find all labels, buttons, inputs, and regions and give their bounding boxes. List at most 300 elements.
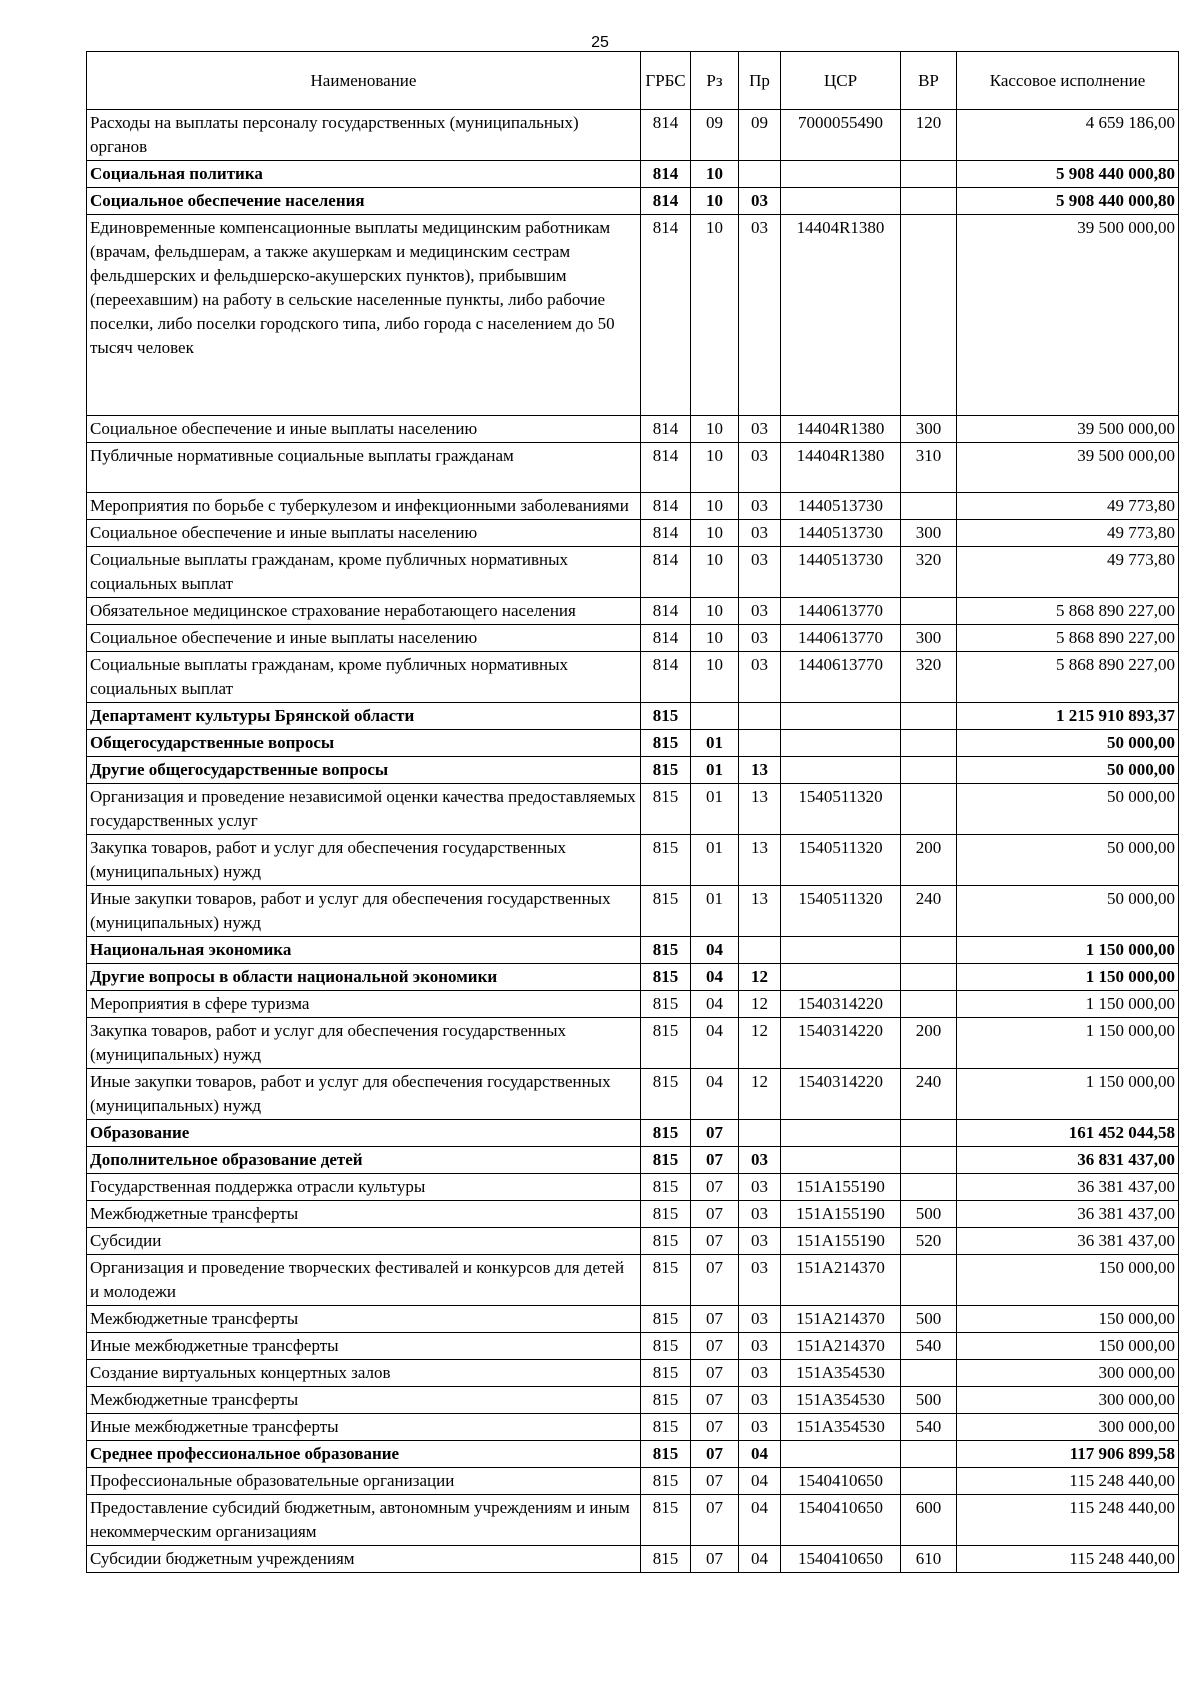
cell-csr: 151A214370 <box>781 1255 901 1306</box>
cell-rz: 04 <box>691 1069 739 1120</box>
cell-pr: 03 <box>739 416 781 443</box>
cell-rz: 01 <box>691 730 739 757</box>
cell-grbs: 814 <box>641 520 691 547</box>
cell-rz: 10 <box>691 493 739 520</box>
cell-name: Дополнительное образование детей <box>87 1147 641 1174</box>
cell-pr: 04 <box>739 1546 781 1573</box>
cell-name: Социальное обеспечение и иные выплаты населению <box>87 625 641 652</box>
cell-vr <box>901 1147 957 1174</box>
table-row <box>87 1546 1179 1573</box>
cell-csr <box>781 161 901 188</box>
cell-amount: 1 150 000,00 <box>957 1018 1179 1069</box>
cell-rz: 10 <box>691 625 739 652</box>
cell-grbs: 815 <box>641 1174 691 1201</box>
cell-amount: 36 381 437,00 <box>957 1201 1179 1228</box>
cell-name: Субсидии <box>87 1228 641 1255</box>
cell-name: Единовременные компенсационные выплаты медицинским работникам (врачам, фельдшерам, а также акушеркам и медицинским сестрам фельдшерских и фельдшерско-акушерских пунктов), прибывшим (переехавшим) на работу в сельские населенные пункты, либо рабочие поселки, либо поселки городского типа, либо города с населением до 50 тысяч человек <box>87 215 641 416</box>
table-row <box>87 1468 1179 1495</box>
cell-name: Мероприятия по борьбе с туберкулезом и инфекционными заболеваниями <box>87 493 641 520</box>
table-row <box>87 1174 1179 1201</box>
cell-pr: 13 <box>739 757 781 784</box>
cell-pr: 13 <box>739 886 781 937</box>
table-row <box>87 443 1179 493</box>
cell-csr <box>781 964 901 991</box>
cell-amount: 39 500 000,00 <box>957 215 1179 416</box>
cell-vr <box>901 215 957 416</box>
cell-amount: 1 150 000,00 <box>957 964 1179 991</box>
cell-csr: 1540314220 <box>781 991 901 1018</box>
cell-rz: 10 <box>691 215 739 416</box>
cell-grbs: 814 <box>641 625 691 652</box>
cell-amount: 1 150 000,00 <box>957 937 1179 964</box>
cell-name: Расходы на выплаты персоналу государственных (муниципальных) органов <box>87 110 641 161</box>
table-row <box>87 1201 1179 1228</box>
cell-amount: 1 150 000,00 <box>957 1069 1179 1120</box>
cell-amount: 1 150 000,00 <box>957 991 1179 1018</box>
cell-rz: 10 <box>691 161 739 188</box>
cell-vr: 300 <box>901 625 957 652</box>
cell-amount: 161 452 044,58 <box>957 1120 1179 1147</box>
cell-csr: 151A354530 <box>781 1414 901 1441</box>
cell-amount: 50 000,00 <box>957 730 1179 757</box>
header-name: Наименование <box>87 52 641 110</box>
cell-rz: 07 <box>691 1120 739 1147</box>
cell-pr: 03 <box>739 1255 781 1306</box>
cell-amount: 1 215 910 893,37 <box>957 703 1179 730</box>
cell-amount: 5 868 890 227,00 <box>957 625 1179 652</box>
cell-rz: 07 <box>691 1255 739 1306</box>
cell-csr: 151A155190 <box>781 1174 901 1201</box>
cell-pr: 03 <box>739 1201 781 1228</box>
cell-csr: 151A214370 <box>781 1306 901 1333</box>
cell-grbs: 814 <box>641 652 691 703</box>
table-row <box>87 964 1179 991</box>
table-row <box>87 1069 1179 1120</box>
cell-vr: 310 <box>901 443 957 493</box>
cell-csr: 1540410650 <box>781 1495 901 1546</box>
cell-pr: 13 <box>739 835 781 886</box>
cell-amount: 117 906 899,58 <box>957 1441 1179 1468</box>
cell-amount: 115 248 440,00 <box>957 1546 1179 1573</box>
cell-pr: 03 <box>739 188 781 215</box>
table-row <box>87 520 1179 547</box>
cell-pr <box>739 1120 781 1147</box>
cell-amount: 49 773,80 <box>957 493 1179 520</box>
cell-grbs: 815 <box>641 991 691 1018</box>
table-row <box>87 652 1179 703</box>
table-row <box>87 1495 1179 1546</box>
cell-name: Иные закупки товаров, работ и услуг для обеспечения государственных (муниципальных) нужд <box>87 1069 641 1120</box>
cell-rz: 07 <box>691 1333 739 1360</box>
cell-amount: 150 000,00 <box>957 1255 1179 1306</box>
cell-name: Межбюджетные трансферты <box>87 1306 641 1333</box>
cell-pr: 12 <box>739 1018 781 1069</box>
cell-pr: 03 <box>739 1147 781 1174</box>
table-row <box>87 1120 1179 1147</box>
cell-csr <box>781 730 901 757</box>
cell-csr: 1540410650 <box>781 1468 901 1495</box>
cell-grbs: 814 <box>641 110 691 161</box>
cell-amount: 36 381 437,00 <box>957 1174 1179 1201</box>
header-amount: Кассовое исполнение <box>957 52 1179 110</box>
cell-name: Образование <box>87 1120 641 1147</box>
cell-grbs: 815 <box>641 1255 691 1306</box>
cell-csr: 1440513730 <box>781 493 901 520</box>
cell-rz: 01 <box>691 784 739 835</box>
table-row <box>87 1333 1179 1360</box>
table-row <box>87 730 1179 757</box>
cell-csr: 1540314220 <box>781 1018 901 1069</box>
cell-name: Национальная экономика <box>87 937 641 964</box>
cell-pr: 04 <box>739 1441 781 1468</box>
cell-amount: 300 000,00 <box>957 1414 1179 1441</box>
cell-name: Социальная политика <box>87 161 641 188</box>
cell-rz: 01 <box>691 835 739 886</box>
cell-amount: 50 000,00 <box>957 886 1179 937</box>
cell-amount: 39 500 000,00 <box>957 443 1179 493</box>
cell-pr: 04 <box>739 1468 781 1495</box>
cell-grbs: 815 <box>641 1387 691 1414</box>
cell-grbs: 815 <box>641 1360 691 1387</box>
cell-rz: 07 <box>691 1387 739 1414</box>
cell-rz: 07 <box>691 1174 739 1201</box>
cell-rz: 04 <box>691 1018 739 1069</box>
cell-pr: 03 <box>739 493 781 520</box>
cell-rz: 07 <box>691 1495 739 1546</box>
cell-vr <box>901 757 957 784</box>
table-header-row <box>87 52 1179 110</box>
cell-pr: 04 <box>739 1495 781 1546</box>
cell-vr: 300 <box>901 416 957 443</box>
cell-vr: 610 <box>901 1546 957 1573</box>
cell-grbs: 814 <box>641 598 691 625</box>
cell-pr: 03 <box>739 520 781 547</box>
cell-csr: 1440613770 <box>781 598 901 625</box>
cell-name: Иные закупки товаров, работ и услуг для обеспечения государственных (муниципальных) нужд <box>87 886 641 937</box>
cell-rz <box>691 703 739 730</box>
cell-vr: 300 <box>901 520 957 547</box>
cell-vr <box>901 703 957 730</box>
cell-csr <box>781 1120 901 1147</box>
cell-rz: 10 <box>691 416 739 443</box>
table-row <box>87 1360 1179 1387</box>
cell-csr <box>781 1147 901 1174</box>
cell-pr: 13 <box>739 784 781 835</box>
cell-vr: 240 <box>901 1069 957 1120</box>
cell-pr <box>739 730 781 757</box>
cell-grbs: 814 <box>641 443 691 493</box>
cell-grbs: 815 <box>641 835 691 886</box>
cell-grbs: 815 <box>641 1069 691 1120</box>
cell-csr: 1540314220 <box>781 1069 901 1120</box>
cell-vr: 500 <box>901 1201 957 1228</box>
cell-rz: 07 <box>691 1201 739 1228</box>
cell-vr <box>901 598 957 625</box>
cell-amount: 50 000,00 <box>957 835 1179 886</box>
cell-vr <box>901 161 957 188</box>
cell-vr: 200 <box>901 835 957 886</box>
cell-vr: 540 <box>901 1333 957 1360</box>
cell-name: Департамент культуры Брянской области <box>87 703 641 730</box>
cell-pr <box>739 703 781 730</box>
table-row <box>87 937 1179 964</box>
cell-rz: 09 <box>691 110 739 161</box>
cell-vr <box>901 964 957 991</box>
cell-pr <box>739 161 781 188</box>
cell-amount: 5 908 440 000,80 <box>957 188 1179 215</box>
cell-vr <box>901 188 957 215</box>
cell-pr: 12 <box>739 991 781 1018</box>
cell-rz: 04 <box>691 964 739 991</box>
cell-rz: 07 <box>691 1414 739 1441</box>
cell-grbs: 815 <box>641 1147 691 1174</box>
cell-vr <box>901 937 957 964</box>
cell-grbs: 814 <box>641 416 691 443</box>
cell-csr: 14404R1380 <box>781 416 901 443</box>
cell-rz: 04 <box>691 991 739 1018</box>
cell-name: Создание виртуальных концертных залов <box>87 1360 641 1387</box>
cell-csr: 1440613770 <box>781 625 901 652</box>
cell-name: Межбюджетные трансферты <box>87 1201 641 1228</box>
cell-grbs: 815 <box>641 1228 691 1255</box>
cell-name: Мероприятия в сфере туризма <box>87 991 641 1018</box>
cell-name: Организация и проведение творческих фестивалей и конкурсов для детей и молодежи <box>87 1255 641 1306</box>
table-row <box>87 416 1179 443</box>
cell-name: Закупка товаров, работ и услуг для обеспечения государственных (муниципальных) нужд <box>87 835 641 886</box>
cell-amount: 39 500 000,00 <box>957 416 1179 443</box>
cell-csr: 7000055490 <box>781 110 901 161</box>
table-row <box>87 161 1179 188</box>
cell-grbs: 815 <box>641 1495 691 1546</box>
cell-pr: 03 <box>739 1360 781 1387</box>
cell-csr: 1440513730 <box>781 520 901 547</box>
cell-vr <box>901 784 957 835</box>
cell-grbs: 815 <box>641 1333 691 1360</box>
cell-amount: 115 248 440,00 <box>957 1468 1179 1495</box>
cell-amount: 300 000,00 <box>957 1387 1179 1414</box>
table-row <box>87 1255 1179 1306</box>
table-row <box>87 835 1179 886</box>
cell-grbs: 815 <box>641 937 691 964</box>
cell-csr: 1540511320 <box>781 835 901 886</box>
cell-grbs: 814 <box>641 188 691 215</box>
table-row <box>87 1018 1179 1069</box>
cell-grbs: 815 <box>641 1546 691 1573</box>
header-pr: Пр <box>739 52 781 110</box>
cell-rz: 10 <box>691 598 739 625</box>
cell-amount: 115 248 440,00 <box>957 1495 1179 1546</box>
cell-vr <box>901 1120 957 1147</box>
cell-pr: 12 <box>739 1069 781 1120</box>
cell-rz: 07 <box>691 1228 739 1255</box>
cell-name: Обязательное медицинское страхование неработающего населения <box>87 598 641 625</box>
cell-name: Организация и проведение независимой оценки качества предоставляемых государственных услуг <box>87 784 641 835</box>
cell-pr: 03 <box>739 1333 781 1360</box>
cell-name: Социальное обеспечение и иные выплаты населению <box>87 520 641 547</box>
cell-grbs: 815 <box>641 757 691 784</box>
cell-amount: 36 381 437,00 <box>957 1228 1179 1255</box>
cell-pr: 03 <box>739 652 781 703</box>
table-row <box>87 1441 1179 1468</box>
cell-name: Иные межбюджетные трансферты <box>87 1414 641 1441</box>
page-number: 25 <box>591 34 609 51</box>
cell-csr: 1540511320 <box>781 886 901 937</box>
cell-vr: 520 <box>901 1228 957 1255</box>
cell-name: Другие вопросы в области национальной экономики <box>87 964 641 991</box>
cell-rz: 07 <box>691 1546 739 1573</box>
table-row <box>87 1306 1179 1333</box>
cell-grbs: 815 <box>641 1201 691 1228</box>
cell-name: Социальные выплаты гражданам, кроме публичных нормативных социальных выплат <box>87 547 641 598</box>
cell-amount: 4 659 186,00 <box>957 110 1179 161</box>
cell-amount: 300 000,00 <box>957 1360 1179 1387</box>
cell-pr: 03 <box>739 547 781 598</box>
cell-amount: 49 773,80 <box>957 520 1179 547</box>
cell-name: Государственная поддержка отрасли культуры <box>87 1174 641 1201</box>
cell-vr: 500 <box>901 1387 957 1414</box>
table-row <box>87 188 1179 215</box>
cell-vr <box>901 1360 957 1387</box>
cell-csr: 151A155190 <box>781 1201 901 1228</box>
header-rz: Рз <box>691 52 739 110</box>
cell-csr: 151A214370 <box>781 1333 901 1360</box>
cell-name: Межбюджетные трансферты <box>87 1387 641 1414</box>
cell-grbs: 815 <box>641 1441 691 1468</box>
cell-grbs: 815 <box>641 1120 691 1147</box>
cell-vr: 500 <box>901 1306 957 1333</box>
cell-name: Общегосударственные вопросы <box>87 730 641 757</box>
cell-grbs: 814 <box>641 493 691 520</box>
cell-csr: 1440613770 <box>781 652 901 703</box>
cell-vr <box>901 730 957 757</box>
table-row <box>87 110 1179 161</box>
cell-pr: 03 <box>739 443 781 493</box>
cell-pr: 03 <box>739 1306 781 1333</box>
cell-csr: 14404R1380 <box>781 215 901 416</box>
cell-rz: 07 <box>691 1147 739 1174</box>
cell-vr <box>901 1468 957 1495</box>
cell-rz: 01 <box>691 886 739 937</box>
table-row <box>87 991 1179 1018</box>
cell-grbs: 815 <box>641 1414 691 1441</box>
cell-grbs: 815 <box>641 1468 691 1495</box>
cell-vr: 600 <box>901 1495 957 1546</box>
cell-name: Субсидии бюджетным учреждениям <box>87 1546 641 1573</box>
cell-csr <box>781 1441 901 1468</box>
table-row <box>87 547 1179 598</box>
cell-csr <box>781 937 901 964</box>
header-grbs: ГРБС <box>641 52 691 110</box>
cell-name: Иные межбюджетные трансферты <box>87 1333 641 1360</box>
cell-amount: 50 000,00 <box>957 784 1179 835</box>
cell-grbs: 815 <box>641 703 691 730</box>
cell-grbs: 815 <box>641 784 691 835</box>
cell-amount: 5 868 890 227,00 <box>957 652 1179 703</box>
table-row <box>87 625 1179 652</box>
cell-pr: 12 <box>739 964 781 991</box>
cell-vr <box>901 493 957 520</box>
cell-amount: 36 831 437,00 <box>957 1147 1179 1174</box>
table-row <box>87 886 1179 937</box>
table-row <box>87 215 1179 416</box>
cell-csr <box>781 188 901 215</box>
cell-pr: 03 <box>739 1174 781 1201</box>
cell-name: Социальное обеспечение населения <box>87 188 641 215</box>
cell-pr: 03 <box>739 625 781 652</box>
cell-amount: 49 773,80 <box>957 547 1179 598</box>
budget-execution-table <box>86 51 1179 1573</box>
cell-vr <box>901 1441 957 1468</box>
table-row <box>87 1147 1179 1174</box>
cell-pr: 03 <box>739 1414 781 1441</box>
cell-rz: 10 <box>691 520 739 547</box>
cell-vr: 120 <box>901 110 957 161</box>
table-row <box>87 1228 1179 1255</box>
table-body <box>87 110 1179 1573</box>
cell-name: Социальное обеспечение и иные выплаты населению <box>87 416 641 443</box>
cell-csr: 14404R1380 <box>781 443 901 493</box>
cell-grbs: 815 <box>641 730 691 757</box>
header-csr: ЦСР <box>781 52 901 110</box>
table-row <box>87 598 1179 625</box>
cell-vr: 240 <box>901 886 957 937</box>
cell-csr: 151A354530 <box>781 1387 901 1414</box>
cell-grbs: 814 <box>641 547 691 598</box>
cell-grbs: 814 <box>641 215 691 416</box>
cell-csr: 1540410650 <box>781 1546 901 1573</box>
cell-grbs: 814 <box>641 161 691 188</box>
cell-grbs: 815 <box>641 964 691 991</box>
cell-name: Публичные нормативные социальные выплаты гражданам <box>87 443 641 493</box>
cell-amount: 50 000,00 <box>957 757 1179 784</box>
cell-pr: 03 <box>739 598 781 625</box>
cell-rz: 07 <box>691 1306 739 1333</box>
cell-rz: 10 <box>691 443 739 493</box>
cell-rz: 04 <box>691 937 739 964</box>
cell-csr <box>781 757 901 784</box>
cell-csr <box>781 703 901 730</box>
cell-pr: 03 <box>739 1387 781 1414</box>
cell-name: Профессиональные образовательные организации <box>87 1468 641 1495</box>
cell-csr: 1440513730 <box>781 547 901 598</box>
table-row <box>87 703 1179 730</box>
cell-pr: 03 <box>739 215 781 416</box>
cell-grbs: 815 <box>641 1018 691 1069</box>
cell-vr: 320 <box>901 652 957 703</box>
cell-name: Другие общегосударственные вопросы <box>87 757 641 784</box>
cell-rz: 10 <box>691 188 739 215</box>
cell-name: Закупка товаров, работ и услуг для обеспечения государственных (муниципальных) нужд <box>87 1018 641 1069</box>
cell-pr: 03 <box>739 1228 781 1255</box>
cell-csr: 1540511320 <box>781 784 901 835</box>
cell-grbs: 815 <box>641 886 691 937</box>
table-row <box>87 1414 1179 1441</box>
cell-csr: 151A155190 <box>781 1228 901 1255</box>
cell-name: Социальные выплаты гражданам, кроме публичных нормативных социальных выплат <box>87 652 641 703</box>
cell-name: Среднее профессиональное образование <box>87 1441 641 1468</box>
cell-vr <box>901 1255 957 1306</box>
cell-amount: 150 000,00 <box>957 1306 1179 1333</box>
cell-vr: 200 <box>901 1018 957 1069</box>
cell-vr <box>901 991 957 1018</box>
table-row <box>87 493 1179 520</box>
cell-amount: 5 908 440 000,80 <box>957 161 1179 188</box>
cell-pr: 09 <box>739 110 781 161</box>
cell-amount: 150 000,00 <box>957 1333 1179 1360</box>
cell-rz: 10 <box>691 547 739 598</box>
cell-amount: 5 868 890 227,00 <box>957 598 1179 625</box>
cell-pr <box>739 937 781 964</box>
